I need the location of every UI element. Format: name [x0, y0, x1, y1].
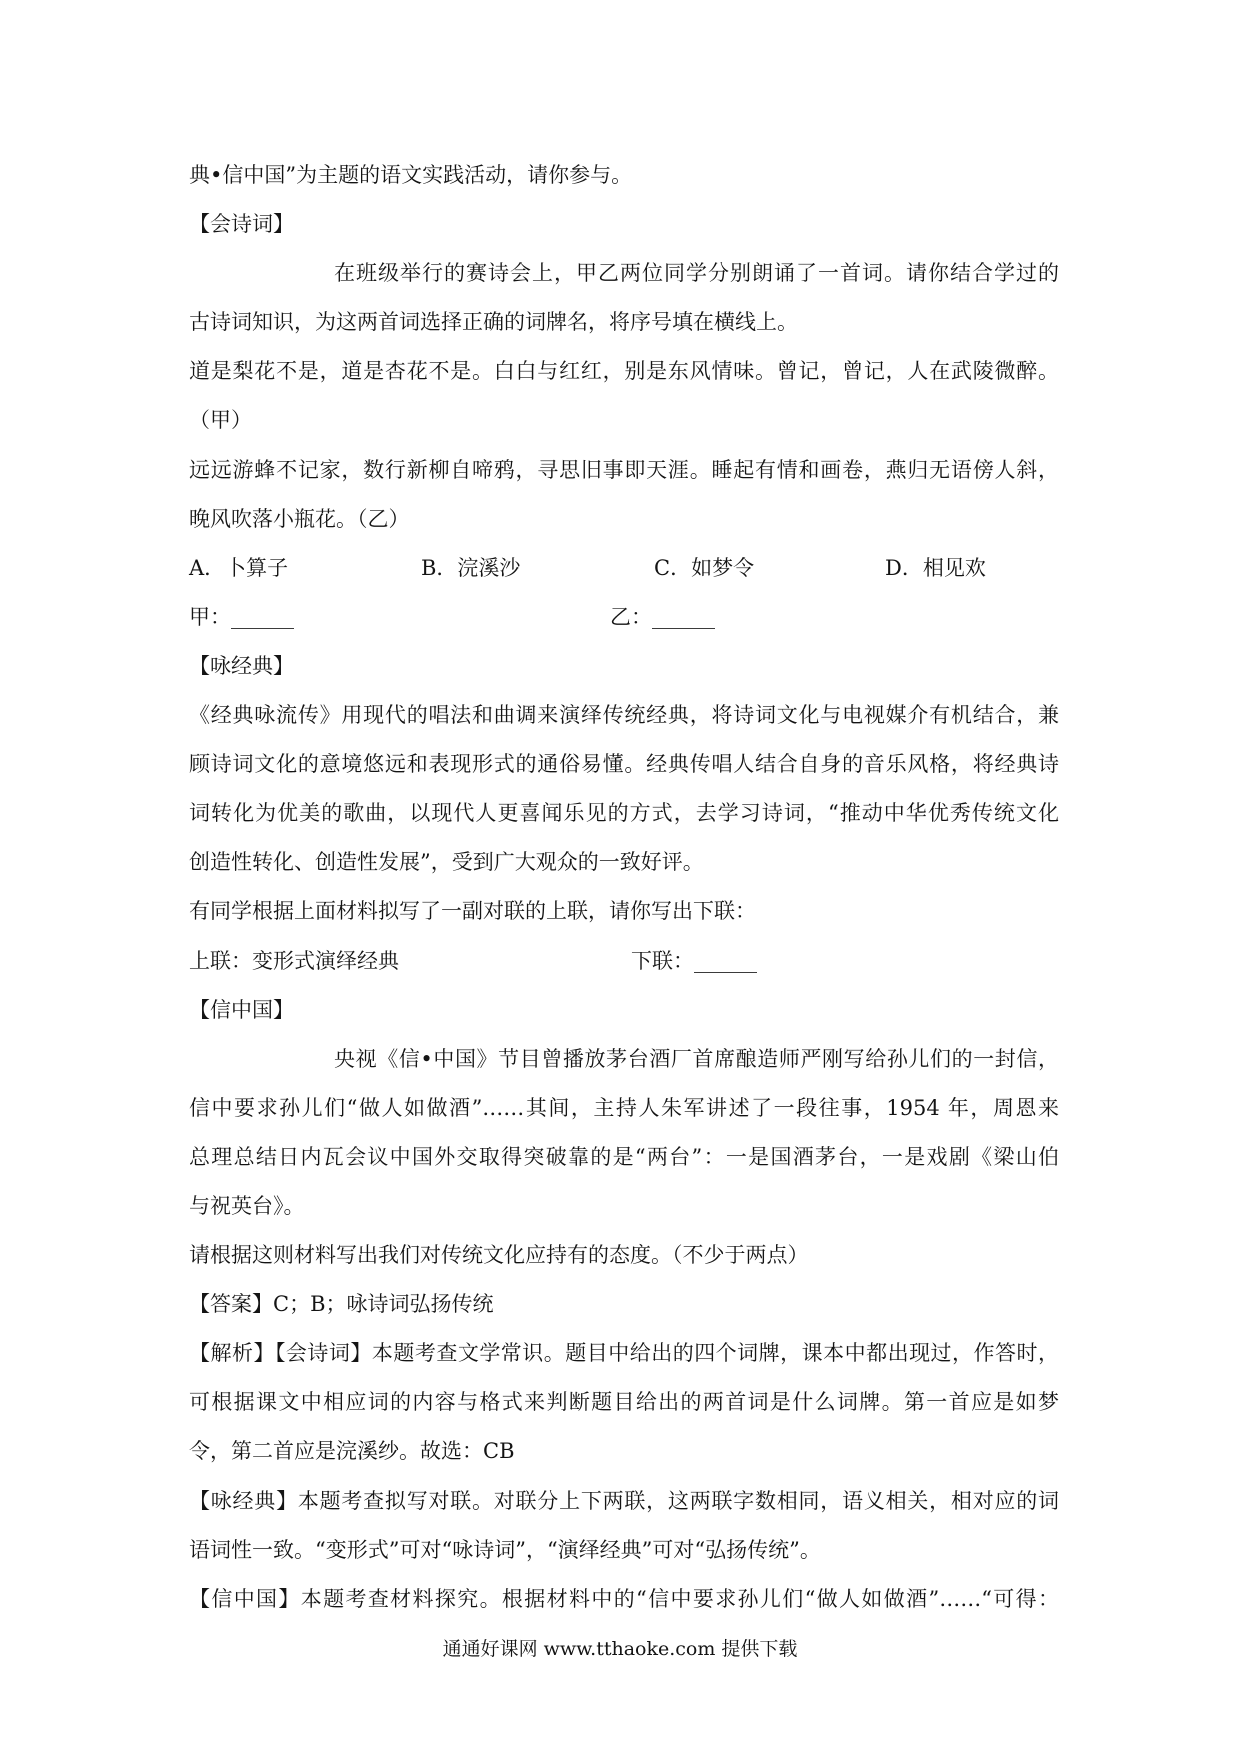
letter-paragraph-line: 央视《信•中国》节目曾播放茅台酒厂首席酿造师严刚写给孙儿们的一封信， — [334, 1046, 1059, 1071]
poem-yi-line: 远远游蜂不记家，数行新柳自啼鸦，寻思旧事即天涯。睡起有情和画卷，燕归无语傍人斜， — [189, 457, 1059, 482]
letter-question: 请根据这则材料写出我们对传统文化应持有的态度。（不少于两点） — [189, 1243, 809, 1268]
section-heading-letter: 【信中国】 — [189, 997, 294, 1022]
section-heading-classics: 【咏经典】 — [189, 653, 294, 678]
analysis-poetry-line: 可根据课文中相应词的内容与格式来判断题目给出的两首词是什么词牌。第一首应是如梦 — [189, 1390, 1059, 1415]
answer-line: 【答案】C；B；咏诗词弘扬传统 — [189, 1292, 494, 1317]
poetry-prompt-line: 古诗词知识，为这两首词选择正确的词牌名，将序号填在横线上。 — [189, 310, 798, 335]
answer-options — [189, 553, 1059, 602]
letter-paragraph-line: 总理总结日内瓦会议中国外交取得突破靠的是“两台”：一是国酒茅台，一是戏剧《梁山伯 — [189, 1144, 1059, 1169]
analysis-letter-line: 【信中国】本题考查材料探究。根据材料中的“信中要求孙儿们“做人如做酒”……“可得： — [189, 1586, 1059, 1611]
document-body — [189, 160, 1059, 1633]
intro-line: 典•信中国”为主题的语文实践活动，请你参与。 — [189, 163, 633, 187]
poem-jia-line: 道是梨花不是，道是杏花不是。白白与红红，别是东风情味。曾记，曾记，人在武陵微醉。 — [189, 359, 1059, 384]
option-a: A．卜算子 — [189, 555, 289, 580]
blank-yi: 乙：______ — [610, 604, 715, 629]
classics-question: 有同学根据上面材料拟写了一副对联的上联，请你写出下联： — [189, 899, 756, 924]
option-b: B．浣溪沙 — [421, 555, 521, 580]
classics-paragraph-line: 顾诗词文化的意境悠远和表现形式的通俗易懂。经典传唱人结合自身的音乐风格，将经典诗 — [189, 752, 1059, 777]
analysis-classics-line: 【咏经典】本题考查拟写对联。对联分上下两联，这两联字数相同，语义相关，相对应的词 — [189, 1488, 1059, 1513]
blank-jia: 甲：______ — [189, 604, 294, 629]
option-c: C．如梦令 — [654, 555, 755, 580]
classics-paragraph-line: 词转化为优美的歌曲，以现代人更喜闻乐见的方式，去学习诗词，“推动中华优秀传统文化 — [189, 801, 1059, 826]
answer-blanks — [189, 602, 1059, 651]
classics-paragraph-line: 《经典咏流传》用现代的唱法和曲调来演绎传统经典，将诗词文化与电视媒介有机结合，兼 — [189, 703, 1059, 728]
section-heading-poetry: 【会诗词】 — [189, 212, 294, 237]
couplet-upper: 上联：变形式演绎经典 — [189, 948, 399, 973]
letter-paragraph-line: 与祝英台》。 — [189, 1193, 305, 1218]
classics-paragraph-line: 创造性转化、创造性发展”，受到广大观众的一致好评。 — [189, 850, 704, 875]
analysis-classics-line: 语词性一致。“变形式”可对“咏诗词”，“演绎经典”可对“弘扬传统”。 — [189, 1537, 821, 1562]
couplet-lower-blank: 下联：______ — [631, 948, 757, 973]
option-d: D．相见欢 — [885, 555, 986, 580]
couplet-row — [189, 946, 1059, 995]
poem-jia-label: （甲） — [189, 408, 252, 433]
analysis-poetry-line: 【解析】【会诗词】本题考查文学常识。题目中给出的四个词牌，课本中都出现过，作答时， — [189, 1341, 1059, 1366]
poem-yi-line: 晚风吹落小瓶花。（乙） — [189, 506, 410, 531]
page-footer: 通通好课网 www.tthaoke.com 提供下载 — [442, 1638, 798, 1660]
analysis-poetry-line: 令，第二首应是浣溪纱。故选：CB — [189, 1439, 515, 1464]
poetry-prompt-line: 在班级举行的赛诗会上，甲乙两位同学分别朗诵了一首词。请你结合学过的 — [334, 261, 1059, 286]
letter-paragraph-line: 信中要求孙儿们“做人如做酒”……其间，主持人朱军讲述了一段往事，1954 年，周恩来 — [189, 1095, 1059, 1120]
